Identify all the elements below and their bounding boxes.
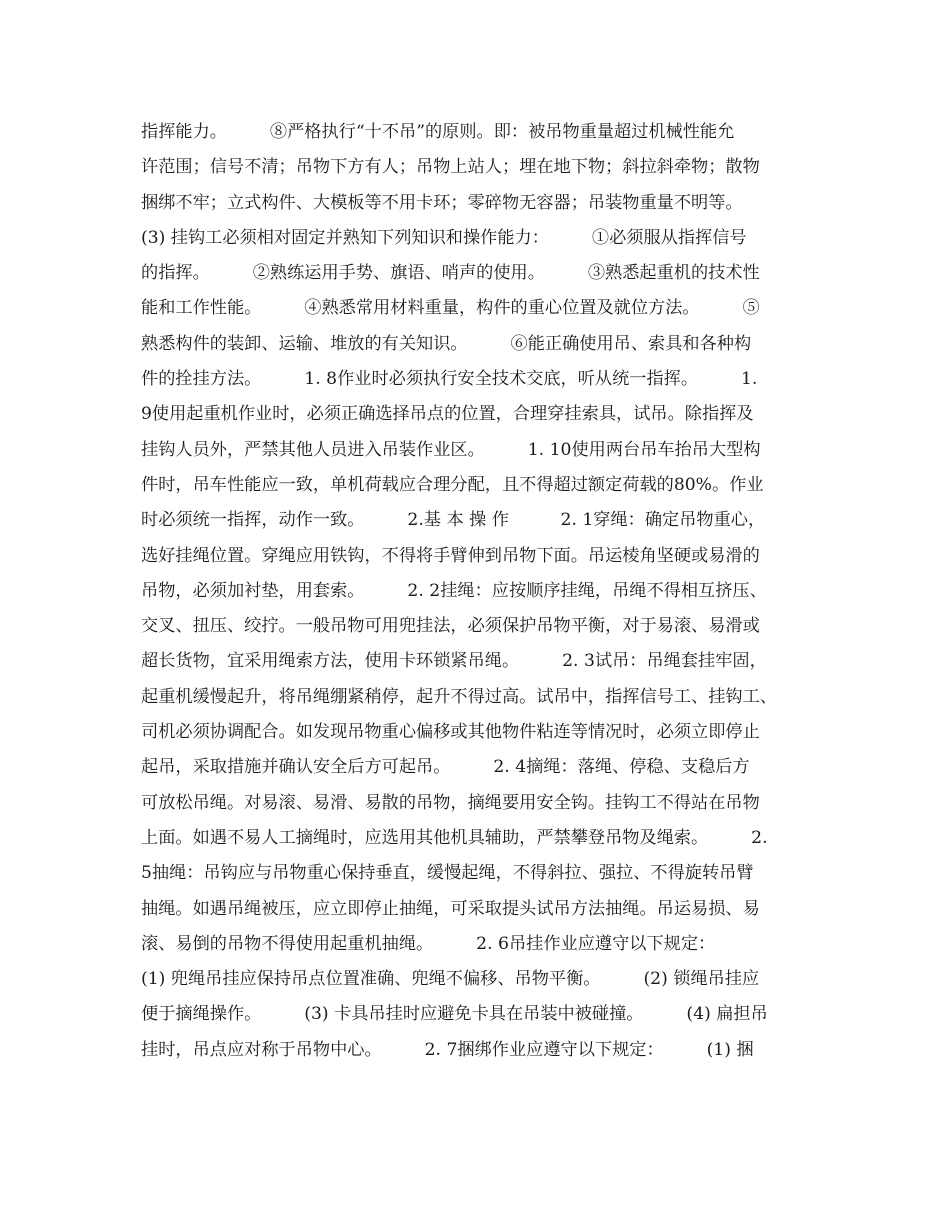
text-line: 抽绳。如遇吊绳被压，应立即停止抽绳，可采取提头试吊方法抽绳。吊运易损、易: [141, 898, 760, 919]
text-line: 便于摘绳操作。 (3) 卡具吊挂时应避免卡具在吊装中被碰撞。 (4) 扁担吊: [141, 1004, 768, 1025]
text-line: 起重机缓慢起升，将吊绳绷紧稍停，起升不得过高。试吊中，指挥信号工、挂钩工、: [141, 686, 777, 707]
text-line: 吊物，必须加衬垫，用套索。 2. 2挂绳：应按顺序挂绳，吊绳不得相互挤压、: [141, 580, 767, 601]
text-line: 的指挥。 ②熟练运用手势、旗语、哨声的使用。 ③熟悉起重机的技术性: [141, 263, 760, 284]
text-line: 能和工作性能。 ④熟悉常用材料重量，构件的重心位置及就位方法。 ⑤: [141, 298, 760, 319]
text-line: 9使用起重机作业时，必须正确选择吊点的位置，合理穿挂索具，试吊。除指挥及: [141, 404, 754, 425]
text-line: 可放松吊绳。对易滚、易滑、易散的吊物，摘绳要用安全钩。挂钩工不得站在吊物: [141, 792, 760, 813]
text-line: 捆绑不牢；立式构件、大模板等不用卡环；零碎物无容器；吊装物重量不明等。: [141, 192, 743, 213]
text-line: 5抽绳：吊钩应与吊物重心保持垂直，缓慢起绳，不得斜拉、强拉、不得旋转吊臂: [141, 863, 754, 884]
text-line: 挂时，吊点应对称于吊物中心。 2. 7捆绑作业应遵守以下规定： (1) 捆: [141, 1039, 754, 1060]
text-line: 熟悉构件的装卸、运输、堆放的有关知识。 ⑥能正确使用吊、索具和各种构: [141, 333, 752, 354]
text-line: 件的拴挂方法。 1. 8作业时必须执行安全技术交底，听从统一指挥。 1.: [141, 369, 758, 390]
text-line: (3) 挂钩工必须相对固定并熟知下列知识和操作能力： ①必须服从指挥信号: [141, 227, 747, 248]
text-line: (1) 兜绳吊挂应保持吊点位置准确、兜绳不偏移、吊物平衡。 (2) 锁绳吊挂应: [141, 969, 760, 990]
text-line: 超长货物，宜采用绳索方法，使用卡环锁紧吊绳。 2. 3试吊：吊绳套挂牢固，: [141, 651, 767, 672]
text-line: 挂钩人员外，严禁其他人员进入吊装作业区。 1. 10使用两台吊车抬吊大型构: [141, 439, 761, 460]
text-line: 件时，吊车性能应一致，单机荷载应合理分配，且不得超过额定荷载的80%。作业: [141, 474, 764, 495]
text-line: 许范围；信号不清；吊物下方有人；吊物上站人；埋在地下物；斜拉斜牵物；散物: [141, 157, 760, 178]
text-line: 滚、易倒的吊物不得使用起重机抽绳。 2. 6吊挂作业应遵守以下规定：: [141, 933, 716, 954]
text-line: 选好挂绳位置。穿绳应用铁钩，不得将手臂伸到吊物下面。吊运棱角坚硬或易滑的: [141, 545, 760, 566]
text-line: 时必须统一指挥，动作一致。 2.基 本 操 作 2. 1穿绳：确定吊物重心，: [141, 510, 766, 531]
text-line: 起吊，采取措施并确认安全后方可起吊。 2. 4摘绳：落绳、停稳、支稳后方: [141, 757, 750, 778]
text-line: 上面。如遇不易人工摘绳时，应选用其他机具辅助，严禁攀登吊物及绳索。 2.: [141, 827, 768, 848]
text-line: 指挥能力。 ⑧严格执行“十不吊”的原则。即：被吊物重量超过机械性能允: [141, 122, 735, 142]
body-text: [141, 115, 825, 1068]
text-line: 交叉、扭压、绞拧。一般吊物可用兜挂法，必须保护吊物平衡，对于易滚、易滑或: [141, 616, 760, 637]
text-line: 司机必须协调配合。如发现吊物重心偏移或其他物件粘连等情况时，必须立即停止: [141, 722, 760, 743]
